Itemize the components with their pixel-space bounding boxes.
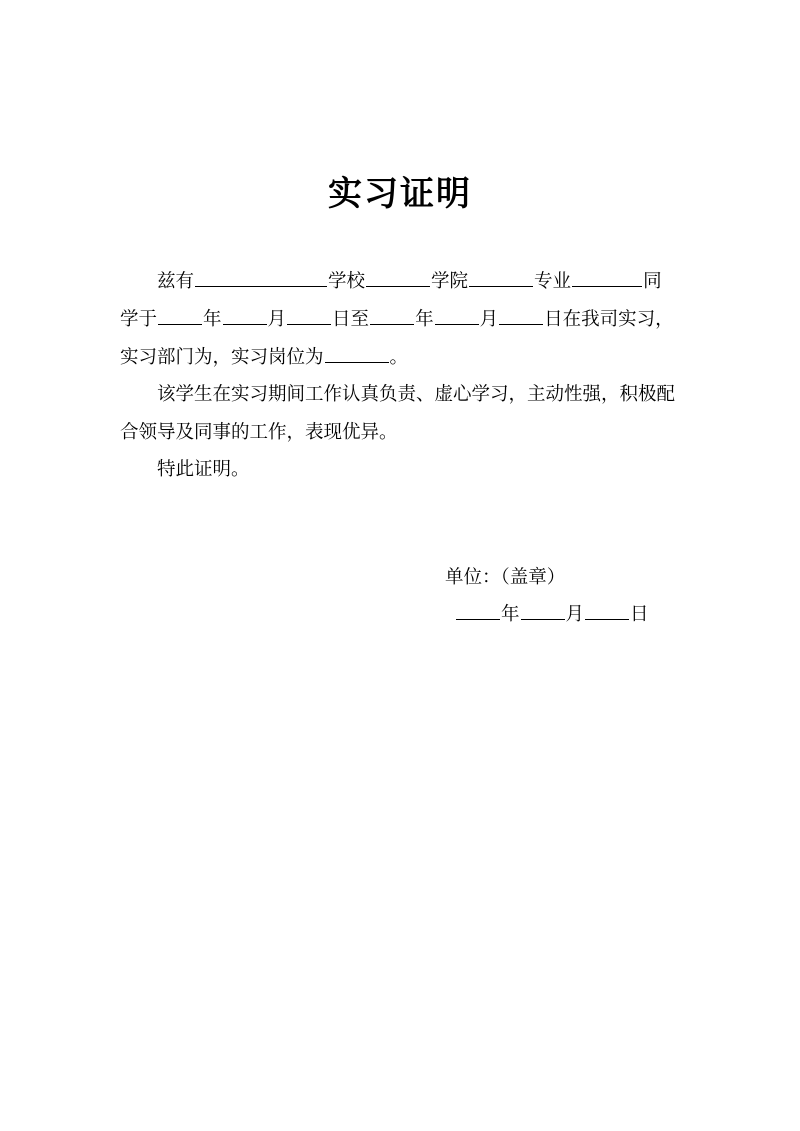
student-blank <box>572 268 642 287</box>
school-blank <box>195 268 327 287</box>
sign-day-blank <box>585 601 629 620</box>
start-day-blank <box>287 306 331 325</box>
text-prefix: 兹有 <box>157 271 195 292</box>
text-major: 专业 <box>534 271 572 292</box>
end-day-blank <box>499 306 543 325</box>
major-blank <box>469 268 533 287</box>
text-sign-year: 年 <box>501 604 520 625</box>
post-blank <box>325 344 389 363</box>
text-year2: 年 <box>415 309 434 330</box>
text-day1-to: 日至 <box>332 309 370 330</box>
signature-date <box>455 601 649 629</box>
text-student: 同 <box>643 271 662 292</box>
text-line2-prefix: 学于 <box>120 309 158 330</box>
college-blank <box>366 268 430 287</box>
start-year-blank <box>158 306 202 325</box>
paragraph-1-line-2 <box>120 306 674 334</box>
text-month1: 月 <box>267 309 287 330</box>
text-college: 学院 <box>431 271 469 292</box>
paragraph-1-line-1 <box>157 268 662 296</box>
start-month-blank <box>223 306 267 325</box>
end-year-blank <box>370 306 414 325</box>
text-month2: 月 <box>479 309 499 330</box>
paragraph-2-line-1: 该学生在实习期间工作认真负责、虚心学习，主动性强，积极配 <box>157 384 676 405</box>
text-school: 学校 <box>328 271 366 292</box>
paragraph-3: 特此证明。 <box>157 459 250 480</box>
text-sign-day: 日 <box>630 604 649 625</box>
document-title: 实习证明 <box>328 174 472 214</box>
text-day2-suffix: 日在我司实习， <box>544 309 674 330</box>
text-line3-suffix: 。 <box>389 347 409 368</box>
unit-seal-label: 单位：（盖章） <box>445 567 566 588</box>
sign-year-blank <box>456 601 500 620</box>
end-month-blank <box>435 306 479 325</box>
paragraph-1-line-3 <box>120 344 408 372</box>
text-line3-prefix: 实习部门为，实习岗位为 <box>120 347 324 368</box>
text-sign-month: 月 <box>565 604 585 625</box>
text-year1: 年 <box>203 309 222 330</box>
paragraph-2-line-2: 合领导及同事的工作，表现优异。 <box>120 422 398 443</box>
sign-month-blank <box>521 601 565 620</box>
